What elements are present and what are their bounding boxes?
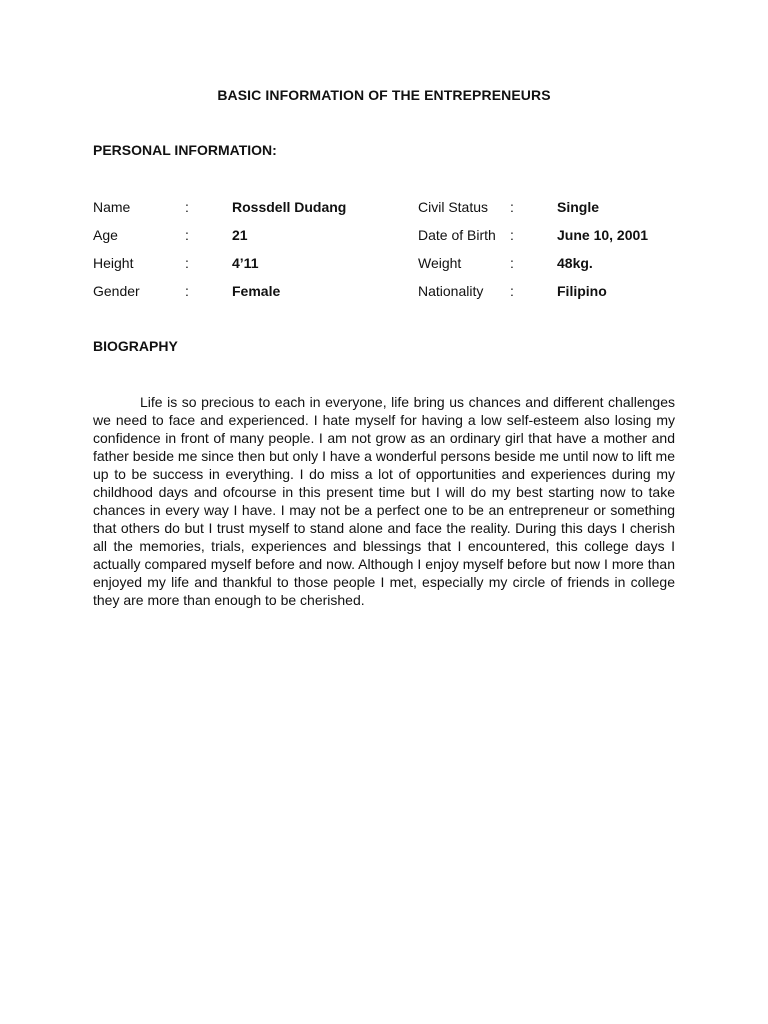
name-value: Rossdell Dudang [232, 199, 347, 215]
nationality-label: Nationality [418, 283, 484, 299]
nationality-colon: : [510, 283, 514, 299]
weight-colon: : [510, 255, 514, 271]
weight-label: Weight [418, 255, 462, 271]
biography-heading: BIOGRAPHY [93, 338, 178, 354]
info-row-age [0, 227, 768, 247]
document-title: BASIC INFORMATION OF THE ENTREPRENEURS [217, 87, 551, 103]
civil-status-colon: : [510, 199, 514, 215]
date-of-birth-value: June 10, 2001 [557, 227, 649, 243]
height-label: Height [93, 255, 134, 271]
civil-status-value: Single [557, 199, 600, 215]
info-row-gender [0, 283, 768, 303]
name-label: Name [93, 199, 131, 215]
date-of-birth-label: Date of Birth [418, 227, 496, 243]
age-label: Age [93, 227, 118, 243]
age-value: 21 [232, 227, 248, 243]
info-row-height [0, 255, 768, 275]
gender-colon: : [185, 283, 189, 299]
date-of-birth-colon: : [510, 227, 514, 243]
personal-information-heading: PERSONAL INFORMATION: [93, 142, 277, 158]
gender-value: Female [232, 283, 281, 299]
weight-value: 48kg. [557, 255, 593, 271]
civil-status-label: Civil Status [418, 199, 489, 215]
nationality-value: Filipino [557, 283, 607, 299]
height-colon: : [185, 255, 189, 271]
info-row-name [0, 199, 768, 219]
name-colon: : [185, 199, 189, 215]
height-value: 4’11 [232, 255, 259, 271]
biography-paragraph: Life is so precious to each in everyone, life bring us chances and different challenges we need to face and experienced. I hate myself for having a low self-esteem also losing my confidence in front of many people. I am not grow as an ordinary girl that have a mother and father beside me since then but only I have a wonderful persons beside me until now to lift me up to be success in everything. I do miss a lot of opportunities and experiences during my childhood days and ofcourse in this present time but I will do my best starting now to take chances in every way I have. I may not be a perfect one to be an entrepreneur or something that others do but I trust myself to stand alone and face the reality. During this days I cherish all the memories, trials, experiences and blessings that I encountered, this college days I actually compared myself before and now. Although I enjoy myself before but now I more than enjoyed my life and thankful to those people I met, especially my circle of friends in college they are more than enough to be cherished. [93, 394, 675, 608]
age-colon: : [185, 227, 189, 243]
gender-label: Gender [93, 283, 140, 299]
